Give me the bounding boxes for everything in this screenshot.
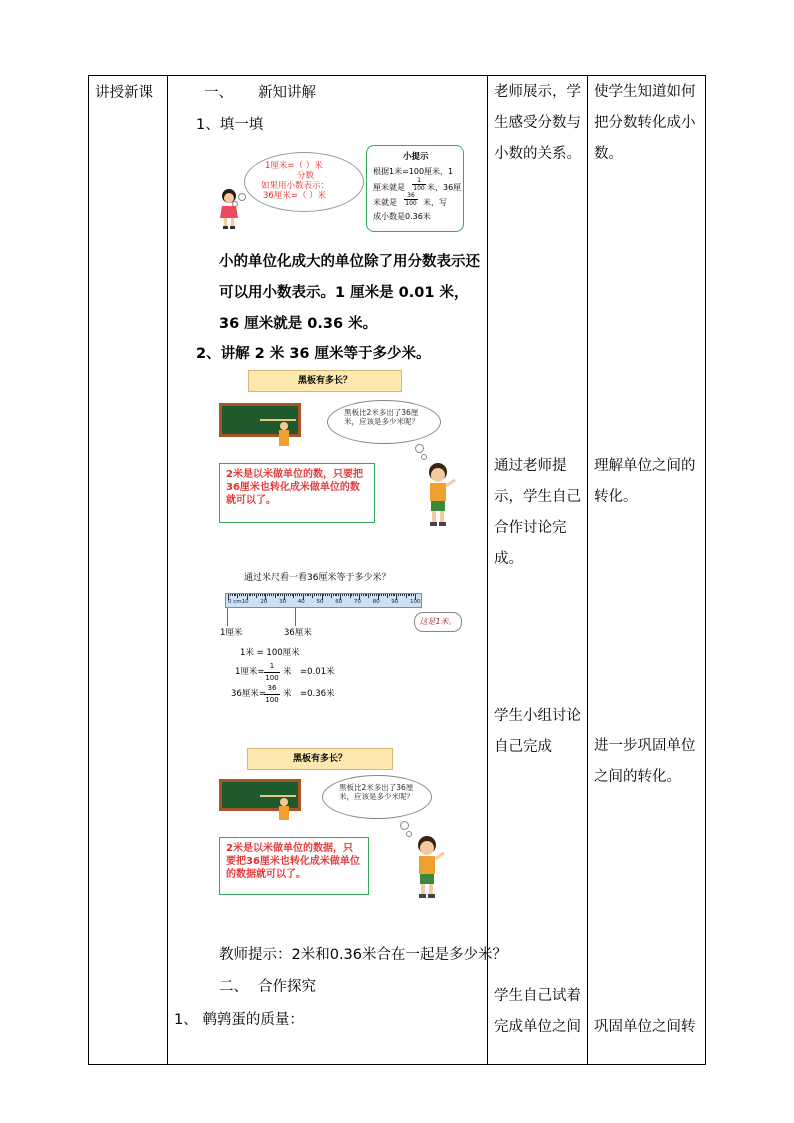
ruler-tick — [372, 594, 373, 596]
ruler-tick — [245, 594, 246, 596]
ruler-tick — [299, 594, 300, 596]
ruler-tick-label: 20 — [260, 599, 268, 605]
ruler-tick — [353, 594, 354, 596]
ruler-tick — [344, 594, 345, 596]
ruler-tick — [280, 594, 281, 596]
item-heading: 1、填一填 — [196, 117, 264, 133]
ruler-tick — [316, 594, 317, 596]
ruler-tick — [230, 594, 231, 596]
section-number: 一、 — [204, 85, 233, 101]
explanation-paragraph: 小的单位化成大的单位除了用分数表示还可以用小数表示。1 厘米是 0.01 米，36 厘米就是 0.36 米。 — [219, 254, 480, 332]
student-activity: 学生小组讨论自己完成 — [494, 708, 581, 755]
ruler-tick — [254, 594, 255, 596]
teacher-tip: 教师提示：2米和0.36米合在一起是多少米？ — [219, 947, 508, 963]
design-intent: 使学生知道如何把分数转化成小数。 — [594, 84, 696, 162]
ruler-tick — [235, 594, 236, 596]
ruler-tick-label: 30 — [279, 599, 287, 605]
ruler-tick — [320, 594, 321, 596]
ruler-tick — [318, 594, 319, 596]
ruler-tick — [335, 594, 336, 596]
column-divider — [167, 76, 168, 1064]
ruler-tick — [278, 594, 279, 596]
ruler-tick — [232, 594, 233, 596]
ruler-tick — [237, 594, 238, 598]
ruler-tick — [406, 594, 407, 598]
ruler-tick-label: 50 — [316, 599, 324, 605]
ruler-tick — [297, 594, 298, 596]
ruler-tick — [409, 594, 410, 596]
ruler-tick-label: 10 — [241, 599, 249, 605]
ruler-tick — [234, 594, 235, 596]
ruler-tick — [241, 594, 242, 596]
ruler-tick — [282, 594, 283, 596]
ruler-tick — [346, 594, 347, 596]
thought-cloud: 黑板比2米多出了36厘米，应该是多少米呢？ — [322, 775, 432, 819]
measuring-child-illustration — [258, 416, 298, 446]
ruler-tick — [260, 594, 261, 596]
explanation-note: 2米是以米做单位的数，只要把36厘米也转化成米做单位的数就可以了。 — [219, 463, 375, 523]
one-cm-marker — [227, 608, 228, 626]
column-divider — [587, 76, 588, 1064]
ruler-tick — [387, 594, 388, 598]
design-intent: 理解单位之间的转化。 — [594, 458, 696, 505]
ruler-tick — [314, 594, 315, 596]
ruler-tick — [301, 594, 302, 596]
ruler-tick — [331, 594, 332, 598]
stage-label: 讲授新课 — [95, 85, 153, 101]
ruler-tick — [336, 594, 337, 596]
ruler-tick — [391, 594, 392, 596]
one-meter-tag: 这是1米。 — [414, 612, 462, 632]
ruler-tick — [363, 594, 364, 596]
ruler-tick — [267, 594, 268, 596]
ruler-tick — [381, 594, 382, 596]
ruler-tick — [357, 594, 358, 596]
ruler-tick — [365, 594, 366, 596]
ruler-tick-label: 70 — [353, 599, 361, 605]
ruler-tick — [277, 594, 278, 596]
design-intent: 巩固单位之间转 — [594, 1019, 696, 1035]
ruler-tick — [256, 594, 257, 598]
ruler-tick — [342, 594, 343, 596]
student-activity: 学生自己试着完成单位之间 — [494, 988, 581, 1035]
ruler-tick — [288, 594, 289, 596]
ruler-tick — [262, 594, 263, 596]
ruler-tick — [389, 594, 390, 596]
ruler-tick — [350, 594, 351, 598]
ruler-tick — [408, 594, 409, 596]
ruler-tick — [333, 594, 334, 596]
hint-box: 小提示 根据1米=100厘米，1 厘米就是 1 100 米，36厘 米就是 36 100 米，写 成小数是0.36米 — [366, 145, 464, 232]
equation-meter: 1米 = 100厘米 — [240, 648, 300, 658]
section-title: 合作探究 — [258, 979, 316, 995]
ruler-tick — [258, 594, 259, 596]
ruler-tick-label: 60 — [335, 599, 343, 605]
ruler-tick — [271, 594, 272, 596]
ruler-tick — [252, 594, 253, 596]
explanation-note: 2米是以米做单位的数据，只要把36厘米也转化成米做单位的数据就可以了。 — [219, 837, 369, 895]
thirty-six-cm-marker — [295, 608, 296, 626]
ruler-tick — [310, 594, 311, 596]
ruler-tick — [307, 594, 308, 596]
ruler-tick — [293, 594, 294, 598]
ruler-tick-label: 80 — [372, 599, 380, 605]
ruler-tick — [374, 594, 375, 596]
fill-in-cloud: 1厘米=（ ）米 分数 如果用小数表示： 36厘米=（ ）米 — [244, 152, 364, 212]
boy-illustration — [422, 462, 458, 530]
ruler-tick — [275, 594, 276, 598]
cloud-dot — [421, 454, 427, 460]
section-title: 新知讲解 — [258, 85, 316, 101]
ruler-tick — [366, 594, 367, 596]
column-divider — [487, 76, 488, 1064]
ruler-tick — [312, 594, 313, 598]
ruler-tick — [249, 594, 250, 596]
ruler-tick — [355, 594, 356, 596]
meter-ruler — [225, 593, 422, 608]
ruler-tick-label: 0 cm — [228, 599, 242, 605]
ruler-tick-label: 40 — [297, 599, 305, 605]
ruler-question: 通过米尺看一看36厘米等于多少米？ — [244, 573, 391, 583]
girl-illustration — [218, 188, 240, 230]
ruler-tick — [394, 594, 395, 596]
ruler-tick — [323, 594, 324, 596]
blackboard-question-banner: 黑板有多长？ — [247, 748, 393, 770]
measuring-child-illustration — [258, 792, 298, 822]
student-activity: 老师展示，学生感受分数与小数的关系。 — [494, 84, 581, 162]
cloud-dot — [415, 444, 424, 453]
thought-cloud: 黑板比2米多出了36厘米，应该是多少米呢？ — [327, 400, 441, 444]
ruler-tick — [379, 594, 380, 596]
ruler-tick — [404, 594, 405, 596]
ruler-tick — [385, 594, 386, 596]
ruler-tick — [264, 594, 265, 596]
ruler-tick — [292, 594, 293, 596]
ruler-tick — [243, 594, 244, 596]
ruler-tick — [273, 594, 274, 596]
item-heading: 2、讲解 2 米 36 厘米等于多少米。 — [196, 346, 431, 362]
ruler-tick — [361, 594, 362, 596]
equation-36-cm: 36厘米= — [231, 689, 266, 699]
ruler-tick — [368, 594, 369, 598]
ruler-tick — [250, 594, 251, 596]
ruler-tick — [325, 594, 326, 596]
ruler-tick — [286, 594, 287, 596]
ruler-tick — [370, 594, 371, 596]
cloud-dot — [400, 821, 409, 830]
ruler-tick — [348, 594, 349, 596]
ruler-tick — [413, 594, 414, 596]
ruler-tick — [269, 594, 270, 596]
ruler-tick — [329, 594, 330, 596]
ruler-tick — [290, 594, 291, 596]
boy-illustration — [411, 835, 447, 901]
ruler-tick — [411, 594, 412, 596]
equation-one-cm: 1厘米= — [235, 667, 265, 677]
ruler-tick — [400, 594, 401, 596]
blackboard-question-banner: 黑板有多长？ — [248, 370, 402, 392]
ruler-tick — [383, 594, 384, 596]
design-intent: 进一步巩固单位之间的转化。 — [594, 738, 696, 785]
item-heading: 1、 鹌鹑蛋的质量： — [174, 1012, 304, 1028]
ruler-tick — [338, 594, 339, 596]
student-activity: 通过老师提示，学生自己合作讨论完成。 — [494, 458, 581, 567]
ruler-tick — [327, 594, 328, 596]
one-cm-label: 1厘米 — [220, 628, 243, 638]
ruler-tick — [398, 594, 399, 596]
thirty-six-cm-label: 36厘米 — [284, 628, 312, 638]
section-number: 二、 — [219, 979, 248, 995]
ruler-tick — [239, 594, 240, 596]
ruler-tick — [376, 594, 377, 596]
ruler-tick — [402, 594, 403, 596]
ruler-tick — [295, 594, 296, 596]
ruler-tick — [393, 594, 394, 596]
ruler-tick — [351, 594, 352, 596]
ruler-tick-label: 90 — [391, 599, 399, 605]
ruler-tick-label: 100 — [410, 599, 421, 605]
ruler-tick — [305, 594, 306, 596]
ruler-tick — [308, 594, 309, 596]
